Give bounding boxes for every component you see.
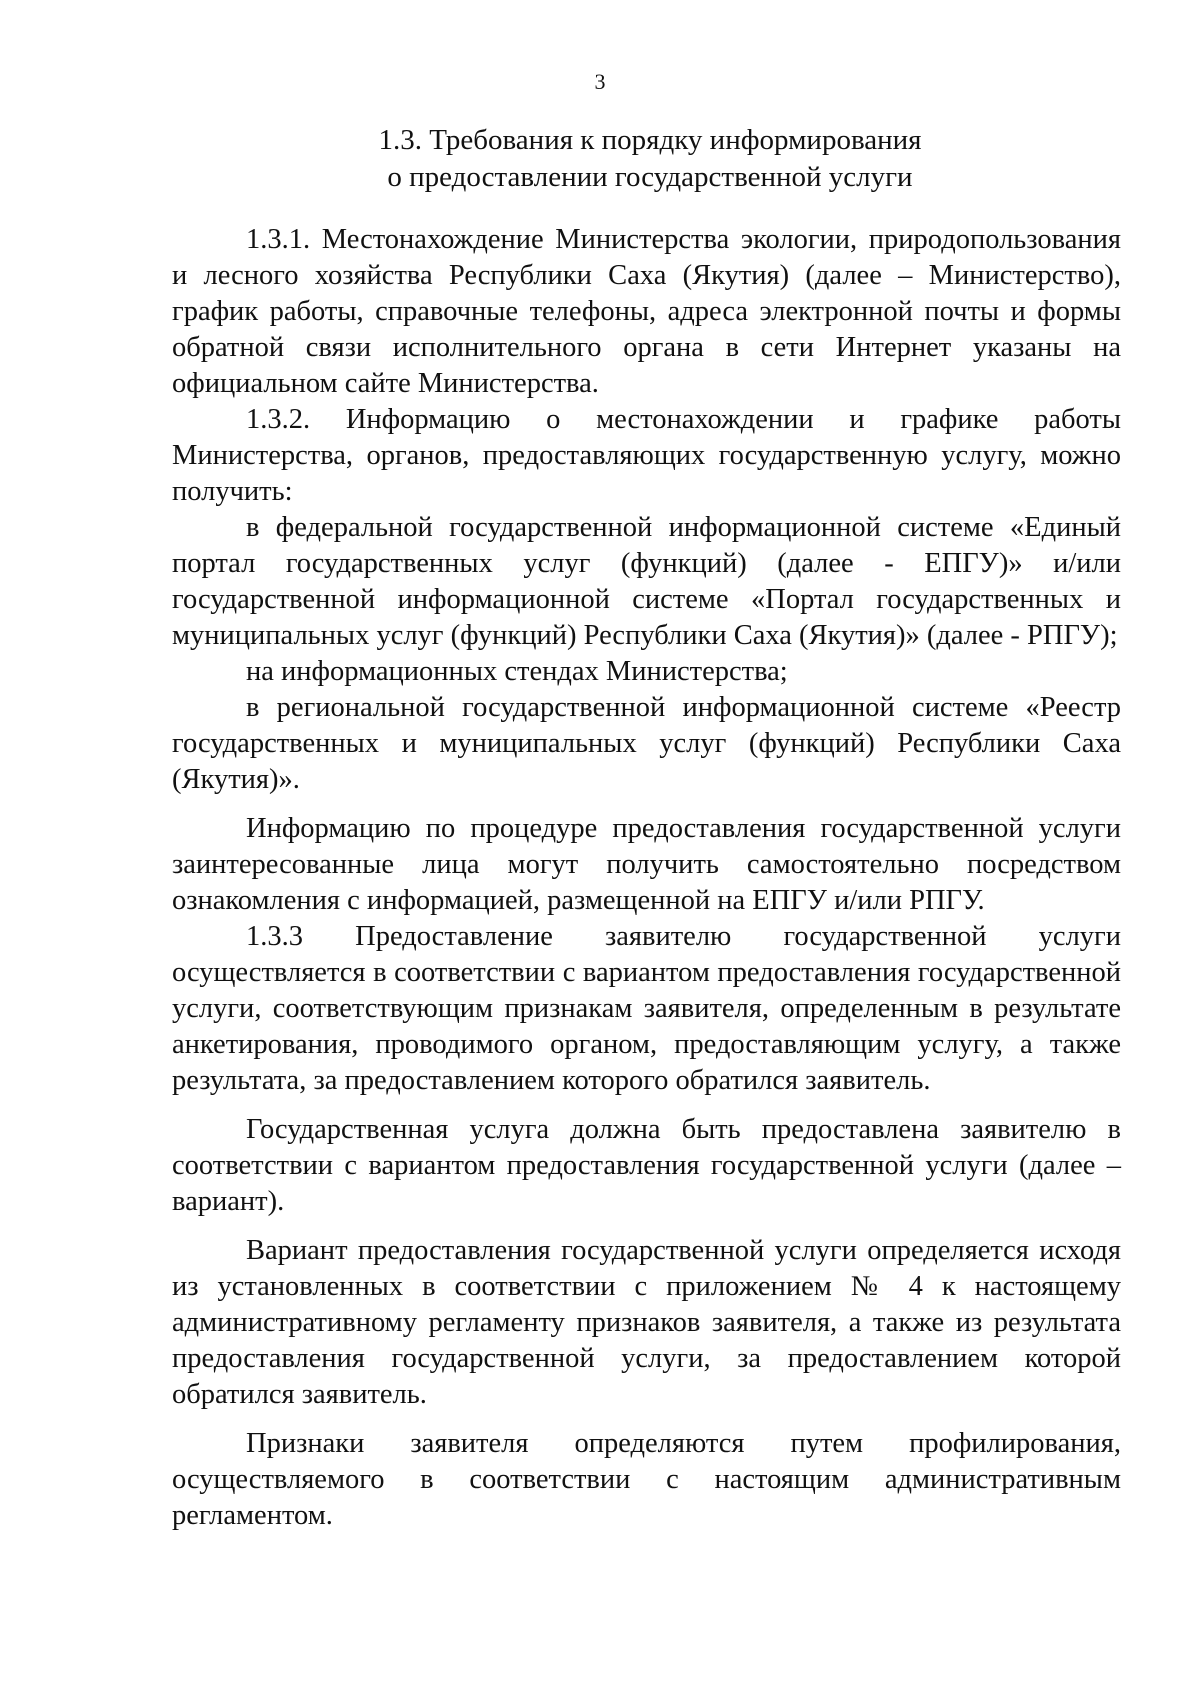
- document-body: [172, 222, 1121, 1534]
- paragraph-service-variant: Государственная услуга должна быть предоставлена заявителю в соответствии с вариантом предоставления государственной услуги (далее – вариант).: [172, 1114, 1121, 1217]
- paragraph-info-stands: на информационных стендах Министерства;: [246, 656, 788, 687]
- section-heading: [340, 122, 960, 196]
- paragraph-epgu-rpgu: в федеральной государственной информационной системе «Единый портал государственных услуг (функций) (далее - ЕПГУ)» и/или государственной информационной системе «Портал государственных и муниципальных услуг (функций) Республики Саха (Якутия)» (далее - РПГУ);: [172, 512, 1121, 651]
- paragraph-procedure-info: Информацию по процедуре предоставления государственной услуги заинтересованные лица могут получить самостоятельно посредством ознакомления с информацией, размещенной на ЕПГУ и/или РПГУ.: [172, 813, 1121, 916]
- paragraph-1-3-3: 1.3.3 Предоставление заявителю государственной услуги осуществляется в соответствии с вариантом предоставления государственной услуги, соответствующим признакам заявителя, определенным в результате анкетирования, проводимого органом, предоставляющим услугу, а также результата, за предоставлением которого обратился заявитель.: [172, 921, 1121, 1096]
- paragraph-applicant-attributes: Признаки заявителя определяются путем профилирования, осуществляемого в соответствии с настоящим административным регламентом.: [172, 1428, 1121, 1531]
- paragraph-1-3-1: 1.3.1. Местонахождение Министерства экологии, природопользования и лесного хозяйства Республики Саха (Якутия) (далее – Министерство), график работы, справочные телефоны, адреса электронной почты и формы обратной связи исполнительного органа в сети Интернет указаны на официальном сайте Министерства.: [172, 224, 1121, 399]
- paragraph-registry: в региональной государственной информационной системе «Реестр государственных и муниципальных услуг (функций) Республики Саха (Якутия)».: [172, 692, 1121, 795]
- section-heading-line-2: о предоставлении государственной услуги: [387, 161, 913, 193]
- paragraph-variant-determination: Вариант предоставления государственной услуги определяется исходя из установленных в соответствии с приложением № 4 к настоящему административному регламенту признаков заявителя, а также из результата предоставления государственной услуги, за предоставлением которой обратился заявитель.: [172, 1235, 1121, 1410]
- paragraph-1-3-2: 1.3.2. Информацию о местонахождении и графике работы Министерства, органов, предоставляющих государственную услугу, можно получить:: [172, 404, 1121, 507]
- section-heading-line-1: 1.3. Требования к порядку информирования: [378, 124, 922, 156]
- page-number: 3: [594, 69, 606, 94]
